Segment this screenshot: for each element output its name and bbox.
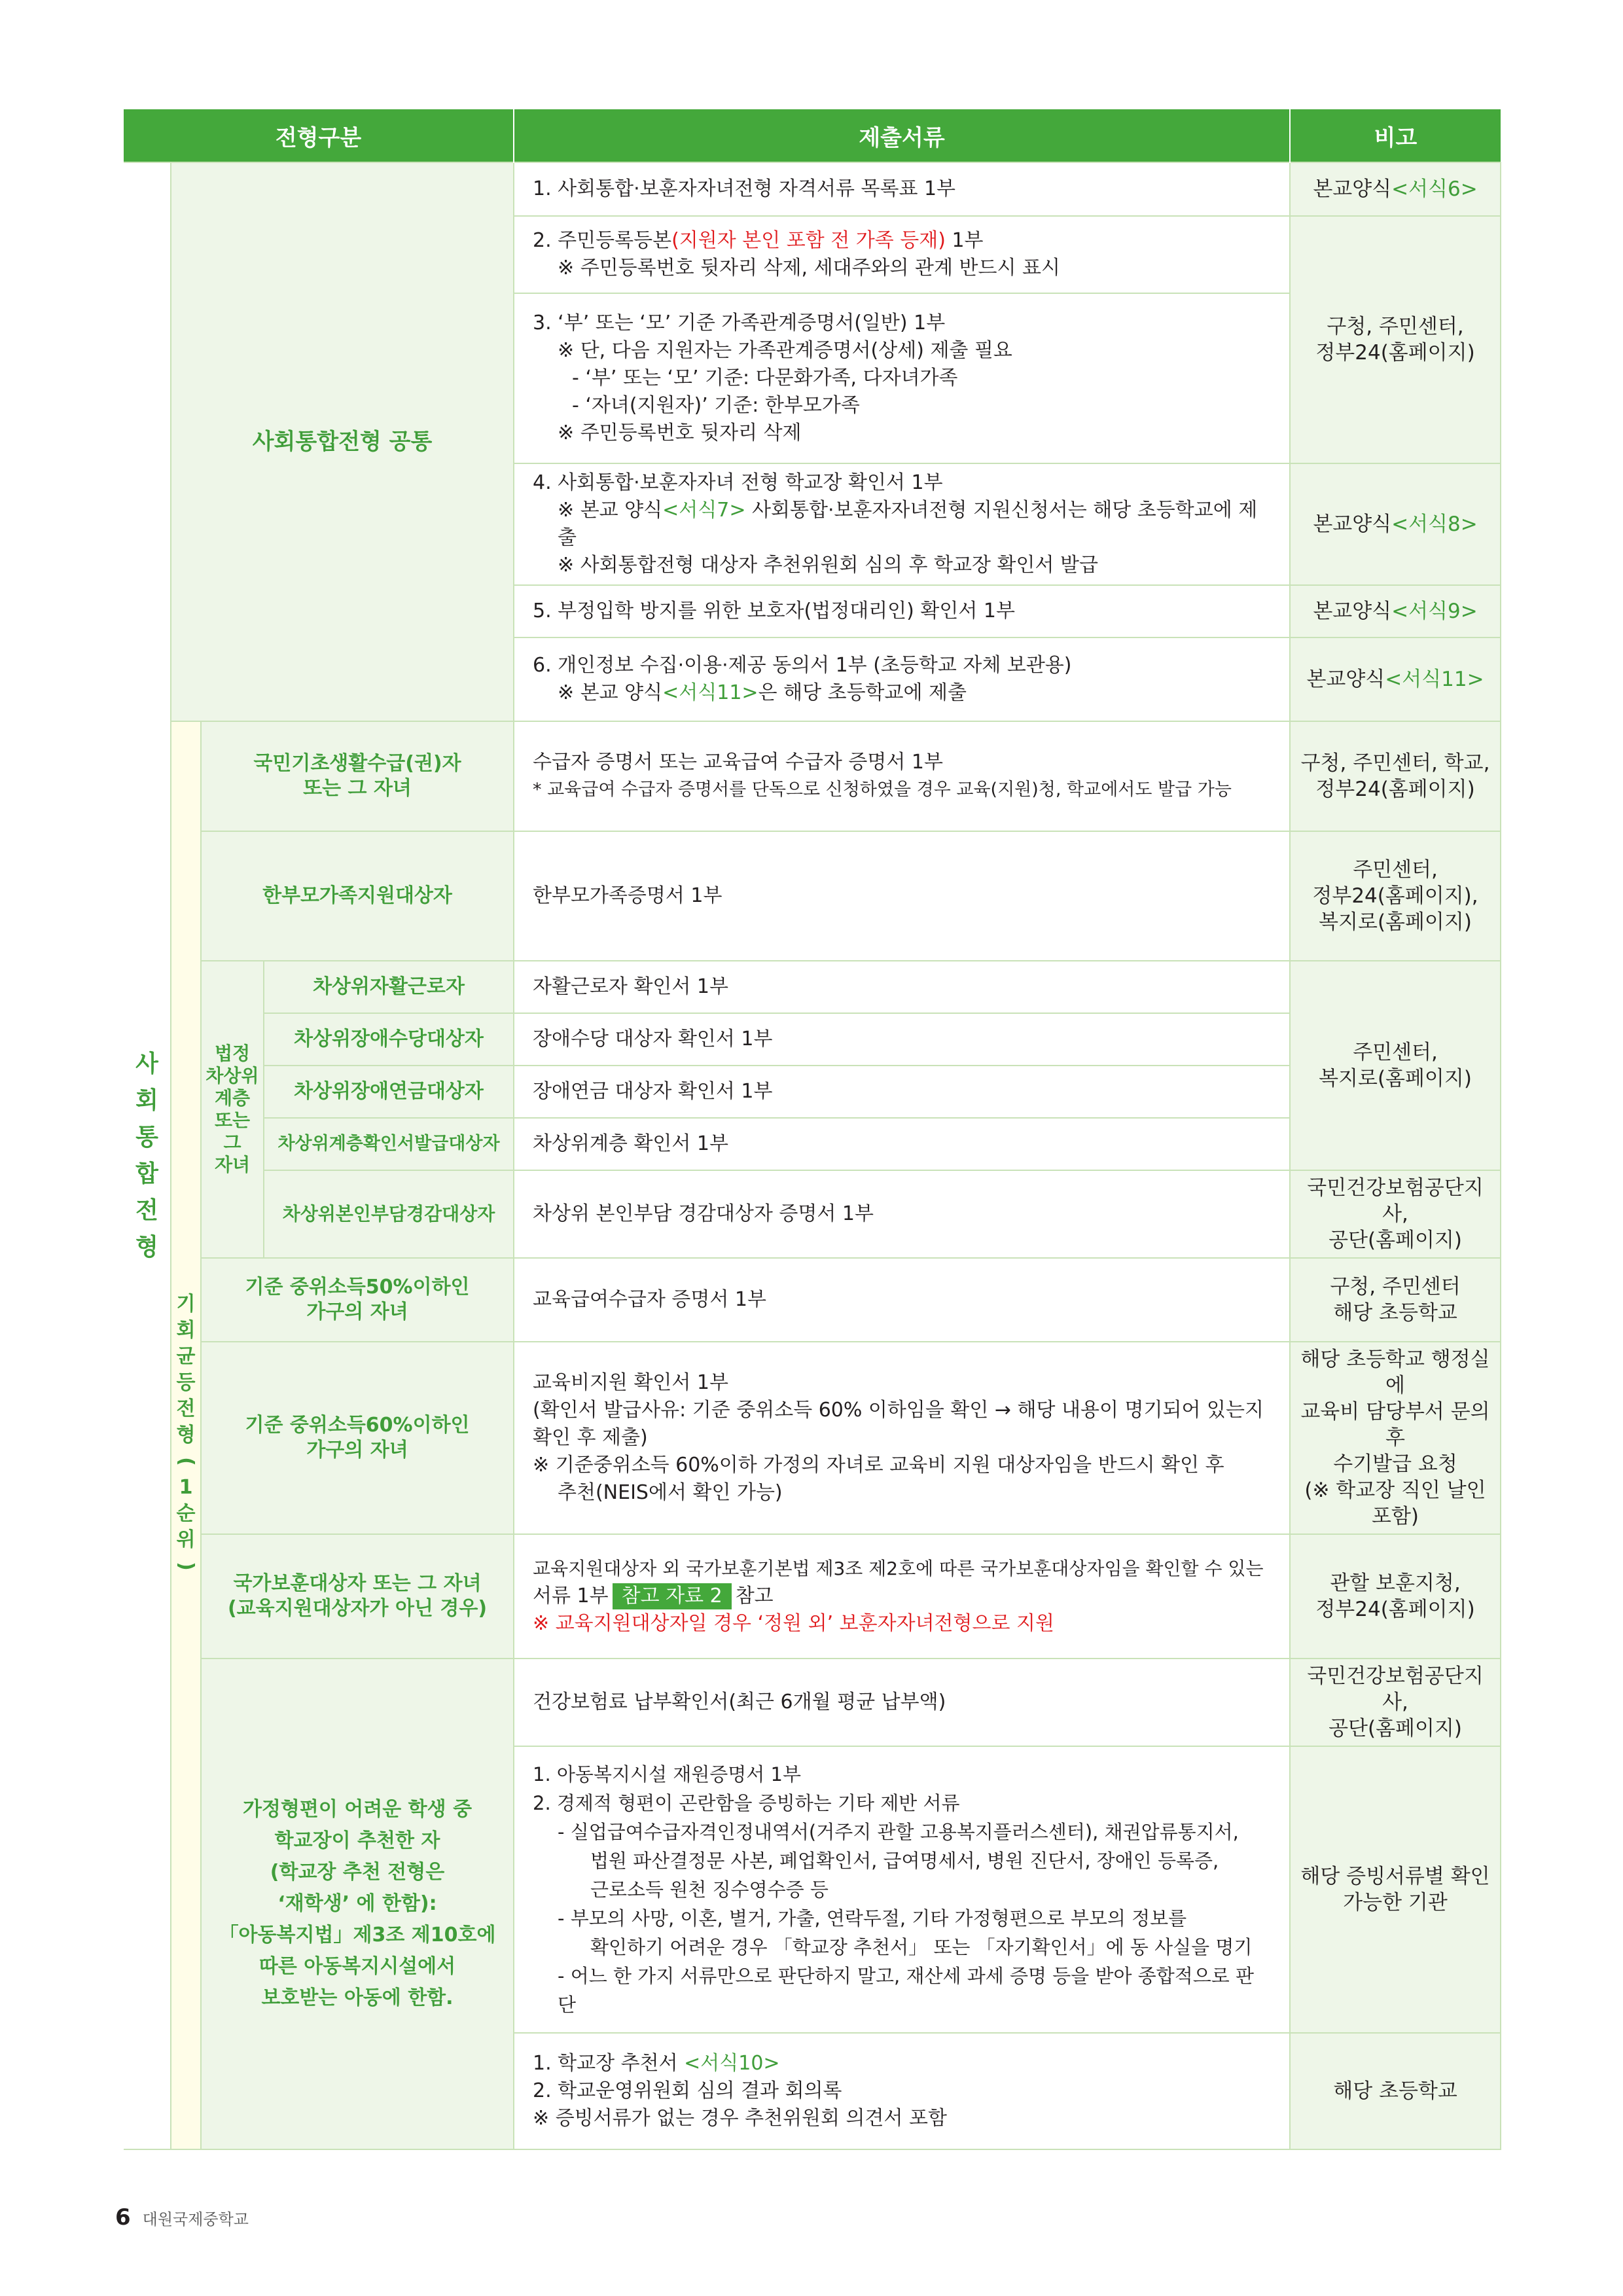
equal-opportunity-text bbox=[171, 1291, 200, 1579]
note-cell: 주민센터, 복지로(홈페이지) bbox=[1290, 961, 1501, 1170]
equal-opportunity-char: 기 bbox=[176, 1293, 196, 1316]
doc-cell: 1. 사회통합·보훈자자녀전형 자격서류 목록표 1부 bbox=[514, 162, 1290, 216]
doc-cell: 교육급여수급자 증명서 1부 bbox=[514, 1258, 1290, 1342]
table-header-row bbox=[124, 109, 1501, 162]
equal-opportunity-char: 형 bbox=[176, 1424, 196, 1446]
equal-opportunity-char: 위 bbox=[176, 1528, 196, 1551]
equal-opportunity-char: 전 bbox=[176, 1397, 196, 1420]
legal-sub-label: 차상위장애연금대상자 bbox=[264, 1066, 514, 1118]
note-cell: 구청, 주민센터, 학교, 정부24(홈페이지) bbox=[1290, 721, 1501, 831]
equal-opportunity-char: ( bbox=[175, 1457, 198, 1466]
doc-cell: 장애연금 대상자 확인서 1부 bbox=[514, 1066, 1290, 1118]
social-integration-label: 사 회 통 합 전 형 bbox=[124, 162, 171, 2149]
doc-cell: 5. 부정입학 방지를 위한 보호자(법정대리인) 확인서 1부 bbox=[514, 585, 1290, 637]
table-row bbox=[124, 961, 1501, 1013]
equal-opportunity-char: 균 bbox=[176, 1345, 196, 1368]
table-row bbox=[124, 1534, 1501, 1659]
doc-cell: 3. ‘부’ 또는 ‘모’ 기준 가족관계증명서(일반) 1부 ※ 단, 다음 지원자는 가족관계증명서(상세) 제출 필요 - ‘부’ 또는 ‘모’ 기준: 다문화가족, 다자녀가족 - ‘자녀(지원자)’ 기준: 한부모가족 ※ 주민등록번호 뒷자리 삭제 bbox=[514, 293, 1290, 463]
table-row bbox=[124, 1659, 1501, 1746]
reference-chip: 참고 자료 2 bbox=[613, 1583, 732, 1609]
legal-label: 법정 차상위 계층 또는 그 자녀 bbox=[201, 961, 264, 1258]
doc-cell: 1. 학교장 추천서 <서식10> 2. 학교운영위원회 심의 결과 회의록 ※ 증빙서류가 없는 경우 추천위원회 의견서 포함 bbox=[514, 2033, 1290, 2149]
basic-label: 국민기초생활수급(권)자 또는 그 자녀 bbox=[201, 721, 514, 831]
table-row bbox=[124, 831, 1501, 961]
doc-cell: 건강보험료 납부확인서(최근 6개월 평균 납부액) bbox=[514, 1659, 1290, 1746]
doc-cell: 4. 사회통합·보훈자자녀 전형 학교장 확인서 1부 ※ 본교 양식<서식7> 사회통합·보훈자자녀전형 지원신청서는 해당 초등학교에 제출 ※ 사회통합전형 대상자 추천위원회 심의 후 학교장 확인서 발급 bbox=[514, 463, 1290, 585]
note-cell: 주민센터, 정부24(홈페이지), 복지로(홈페이지) bbox=[1290, 831, 1501, 961]
legal-sub-label: 차상위자활근로자 bbox=[264, 961, 514, 1013]
equal-opportunity-char: 순 bbox=[176, 1502, 196, 1525]
note-cell: 본교양식<서식8> bbox=[1290, 463, 1501, 585]
equal-opportunity-label bbox=[171, 721, 201, 2149]
page-number: 6 bbox=[115, 2204, 131, 2231]
doc-cell: 교육지원대상자 외 국가보훈기본법 제3조 제2호에 따른 국가보훈대상자임을 확인할 수 있는 서류 1부 참고 자료 2 참고 ※ 교육지원대상자일 경우 ‘정원 외’ 보훈자자녀전형으로 지원 bbox=[514, 1534, 1290, 1659]
note-cell: 해당 증빙서류별 확인 가능한 기관 bbox=[1290, 1746, 1501, 2033]
table-row bbox=[124, 1342, 1501, 1534]
doc-cell: 6. 개인정보 수집·이용·제공 동의서 1부 (초등학교 자체 보관용) ※ 본교 양식<서식11>은 해당 초등학교에 제출 bbox=[514, 637, 1290, 721]
table-row bbox=[124, 1258, 1501, 1342]
note-cell: 본교양식<서식11> bbox=[1290, 637, 1501, 721]
doc-cell: 한부모가족증명서 1부 bbox=[514, 831, 1290, 961]
school-name: 대원국제중학교 bbox=[142, 2210, 249, 2229]
income50-label: 기준 중위소득50%이하인 가구의 자녀 bbox=[201, 1258, 514, 1342]
header-documents: 제출서류 bbox=[514, 109, 1290, 162]
note-cell: 관할 보훈지청, 정부24(홈페이지) bbox=[1290, 1534, 1501, 1659]
note-cell: 해당 초등학교 행정실에 교육비 담당부서 문의 후 수기발급 요청 (※ 학교장 직인 날인 포함) bbox=[1290, 1342, 1501, 1534]
doc-cell: 교육비지원 확인서 1부 (확인서 발급사유: 기준 중위소득 60% 이하임을 확인 → 해당 내용이 명기되어 있는지 확인 후 제출) ※ 기준중위소득 60%이하 가정의 자녀로 교육비 지원 대상자임을 반드시 확인 후 추천(NEIS에서 확인 가능) bbox=[514, 1342, 1290, 1534]
family-label: 가정형편이 어려운 학생 중 학교장이 추천한 자 (학교장 추천 전형은 ‘재학생’ 에 한함): 「아동복지법」제3조 제10호에 따른 아동복지시설에서 보호받는 아동에 한함. bbox=[201, 1659, 514, 2149]
doc-cell: 1. 아동복지시설 재원증명서 1부 2. 경제적 형편이 곤란함을 증빙하는 기타 제반 서류 - 실업급여수급자격인정내역서(거주지 관할 고용복지플러스센터), 채권압류통지서, 법원 파산결정문 사본, 폐업확인서, 급여명세서, 병원 진단서, 장애인 등록증, 근로소득 원천 징수영수증 등 - 부모의 사망, 이혼, 별거, 가출, 연락두절, 기타 가정형편으로 부모의 정보를 확인하기 어려운 경우 「학교장 추천서」 또는 「자기확인서」에 동 사실을 명기 - 어느 한 가지 서류만으로 판단하지 말고, 재산세 과세 증명 등을 받아 종합적으로 판단 bbox=[514, 1746, 1290, 2033]
equal-opportunity-char: 1 bbox=[179, 1476, 193, 1499]
admission-documents-table bbox=[124, 109, 1501, 2150]
doc-cell: 차상위 본인부담 경감대상자 증명서 1부 bbox=[514, 1170, 1290, 1258]
common-label: 사회통합전형 공통 bbox=[171, 162, 514, 721]
note-cell: 국민건강보험공단지사, 공단(홈페이지) bbox=[1290, 1170, 1501, 1258]
legal-sub-label: 차상위계층확인서발급대상자 bbox=[264, 1118, 514, 1170]
note-cell: 본교양식<서식6> bbox=[1290, 162, 1501, 216]
equal-opportunity-char: 등 bbox=[176, 1371, 196, 1394]
veteran-label: 국가보훈대상자 또는 그 자녀 (교육지원대상자가 아닌 경우) bbox=[201, 1534, 514, 1659]
page-footer bbox=[115, 2204, 249, 2231]
note-cell: 본교양식<서식9> bbox=[1290, 585, 1501, 637]
income60-label: 기준 중위소득60%이하인 가구의 자녀 bbox=[201, 1342, 514, 1534]
legal-sub-label: 차상위본인부담경감대상자 bbox=[264, 1170, 514, 1258]
single-parent-label: 한부모가족지원대상자 bbox=[201, 831, 514, 961]
doc-cell: 2. 주민등록등본(지원자 본인 포함 전 가족 등재) 1부 ※ 주민등록번호 뒷자리 삭제, 세대주와의 관계 반드시 표시 bbox=[514, 216, 1290, 293]
table-row bbox=[124, 162, 1501, 216]
note-cell: 구청, 주민센터 해당 초등학교 bbox=[1290, 1258, 1501, 1342]
header-category: 전형구분 bbox=[124, 109, 514, 162]
legal-sub-label: 차상위장애수당대상자 bbox=[264, 1013, 514, 1066]
table-row bbox=[124, 1170, 1501, 1258]
header-remarks: 비고 bbox=[1290, 109, 1501, 162]
doc-cell: 수급자 증명서 또는 교육급여 수급자 증명서 1부 * 교육급여 수급자 증명서를 단독으로 신청하였을 경우 교육(지원)청, 학교에서도 발급 가능 bbox=[514, 721, 1290, 831]
doc-cell: 장애수당 대상자 확인서 1부 bbox=[514, 1013, 1290, 1066]
equal-opportunity-char: ) bbox=[175, 1562, 198, 1571]
table-row bbox=[124, 721, 1501, 831]
equal-opportunity-char: 회 bbox=[176, 1319, 196, 1342]
note-cell: 구청, 주민센터, 정부24(홈페이지) bbox=[1290, 216, 1501, 463]
doc-cell: 차상위계층 확인서 1부 bbox=[514, 1118, 1290, 1170]
note-cell: 국민건강보험공단지사, 공단(홈페이지) bbox=[1290, 1659, 1501, 1746]
doc-cell: 자활근로자 확인서 1부 bbox=[514, 961, 1290, 1013]
note-cell: 해당 초등학교 bbox=[1290, 2033, 1501, 2149]
